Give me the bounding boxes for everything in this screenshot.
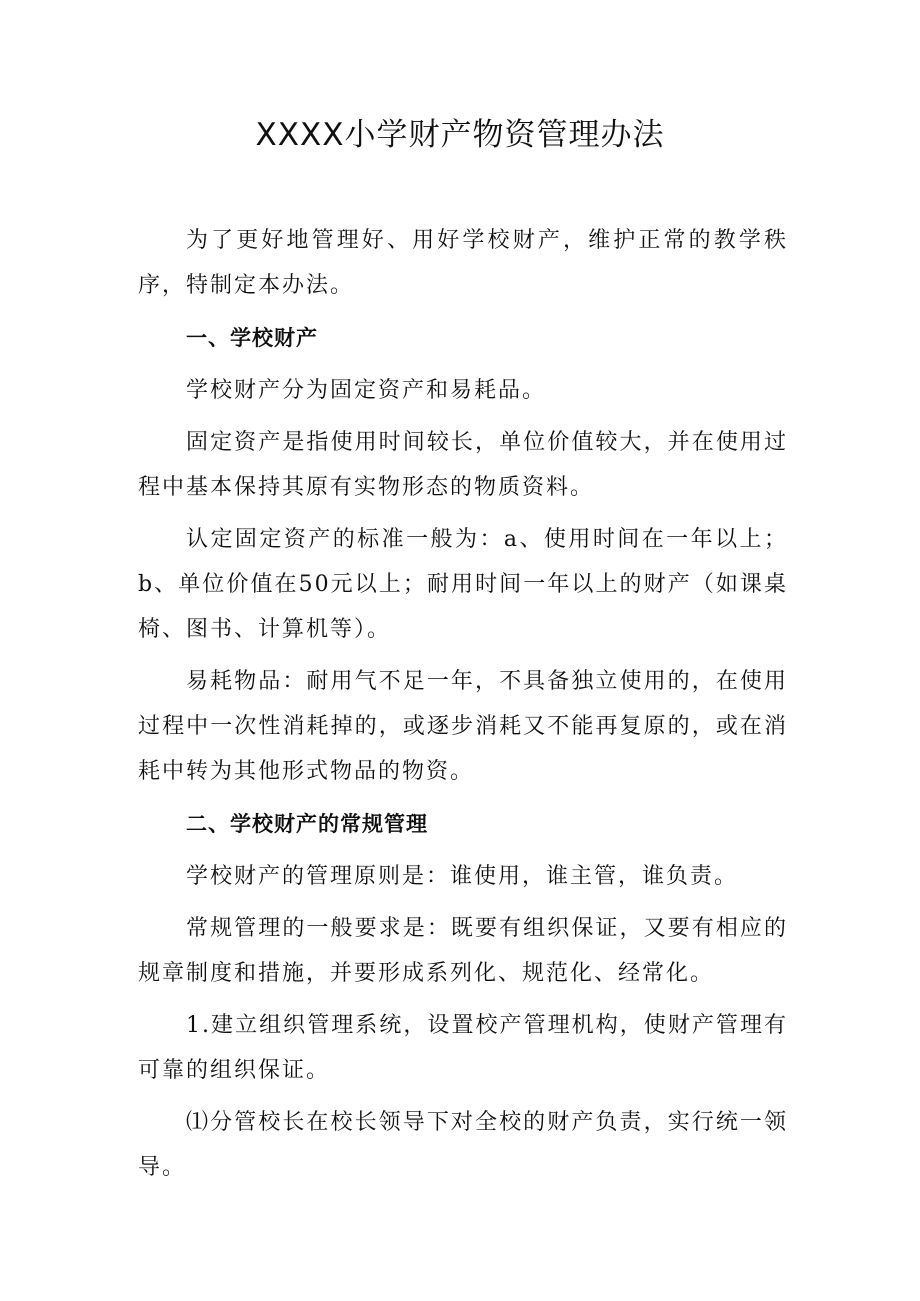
section-1-paragraph-2: 固定资产是指使用时间较长，单位价值较大，并在使用过程中基本保持其原有实物形态的物质资料。 <box>138 430 788 500</box>
section-1-paragraph-4: 易耗物品：耐用气不足一年，不具备独立使用的，在使用过程中一次性消耗掉的，或逐步消耗又不能再复原的，或在消耗中转为其他形式物品的物资。 <box>138 669 788 784</box>
section-2-paragraph-4: ⑴分管校长在校长领导下对全校的财产负责，实行统一领导。 <box>138 1110 788 1180</box>
section-1-paragraph-1: 学校财产分为固定资产和易耗品。 <box>186 378 547 403</box>
document-body <box>138 218 788 1190</box>
section-1-paragraph-3: 认定固定资产的标准一般为：a、使用时间在一年以上；b、单位价值在50元以上；耐用时间一年以上的财产（如课桌椅、图书、计算机等）。 <box>138 527 788 642</box>
section-2-heading: 二、学校财产的常规管理 <box>186 812 428 836</box>
intro-paragraph: 为了更好地管理好、用好学校财产，维护正常的教学秩序，特制定本办法。 <box>138 228 788 298</box>
section-2-paragraph-3: 1.建立组织管理系统，设置校产管理机构，使财产管理有可靠的组织保证。 <box>138 1013 788 1083</box>
section-2-paragraph-1: 学校财产的管理原则是：谁使用，谁主管，谁负责。 <box>186 864 739 889</box>
section-1-heading: 一、学校财产 <box>186 326 318 350</box>
section-2-paragraph-2: 常规管理的一般要求是：既要有组织保证，又要有相应的规章制度和措施，并要形成系列化、规范化、经常化。 <box>138 916 788 986</box>
document-title: XXXX小学财产物资管理办法 <box>255 117 665 153</box>
